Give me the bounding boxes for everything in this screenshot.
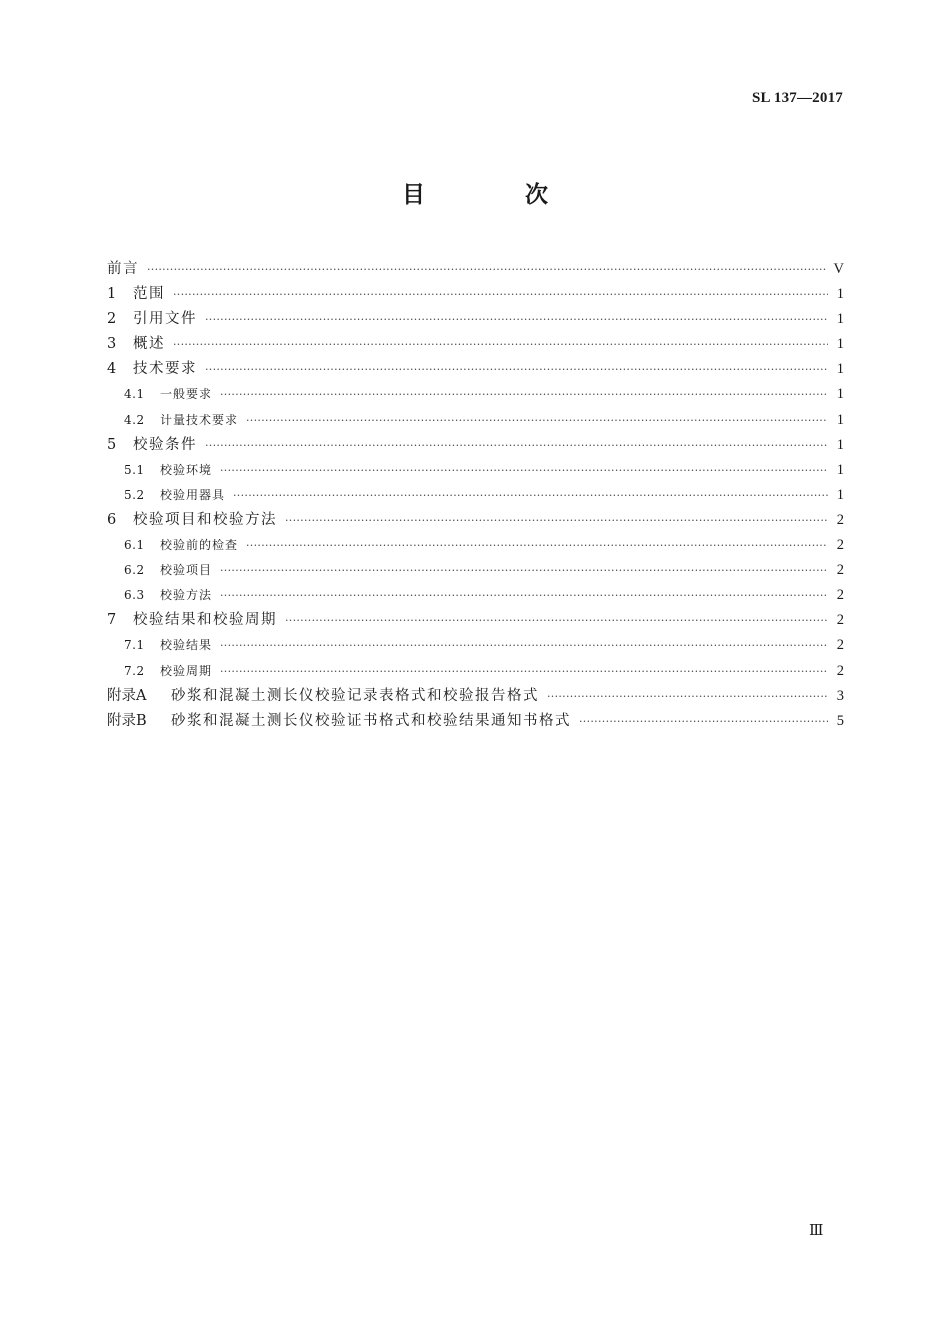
table-of-contents [107,257,844,734]
toc-dot-leader [220,458,828,483]
document-code: SL 137—2017 [752,90,843,106]
toc-dot-leader [220,558,828,583]
toc-entry-number: 1 [107,286,117,303]
page-number: Ⅲ [809,1223,824,1239]
toc-entry-number: 6.2 [124,563,145,578]
toc-dot-leader [205,307,828,332]
toc-entry-number: 5.2 [124,487,145,502]
toc-entry[interactable] [107,659,844,684]
toc-entry-page: 1 [836,461,844,478]
toc-entry-page: 2 [836,662,844,679]
toc-heading: 目 次 [401,181,594,208]
toc-entry-page: 1 [836,486,844,503]
toc-entry-page: 2 [836,637,844,654]
toc-dot-leader [285,608,828,633]
toc-entry-label: 范围 [133,286,165,303]
toc-entry[interactable] [107,583,844,608]
toc-entry-number: 3 [107,336,117,353]
toc-entry-page: 2 [836,562,844,579]
toc-entry-label: 校验结果 [160,638,213,653]
toc-entry-label: 校验项目 [160,563,213,578]
toc-entry-page: 1 [836,311,844,328]
toc-entry-number: 7.1 [124,638,145,653]
toc-entry[interactable] [107,608,844,633]
toc-entry-page: 1 [836,411,844,428]
toc-dot-leader [547,684,828,709]
toc-entry-page: 1 [836,336,844,353]
toc-dot-leader [147,257,826,282]
toc-dot-leader [246,408,828,433]
toc-entry-number: 7 [107,612,117,629]
toc-entry-page: 2 [836,537,844,554]
toc-dot-leader [205,357,828,382]
toc-entry-page: 1 [836,386,844,403]
toc-entry[interactable] [107,332,844,357]
toc-entry-label: 一般要求 [160,387,213,402]
toc-entry-number: 附录A [107,687,147,704]
toc-entry[interactable] [107,257,844,282]
toc-dot-leader [205,433,828,458]
toc-entry-label: 校验条件 [133,436,197,453]
toc-dot-leader [173,332,828,357]
toc-dot-leader [220,382,828,407]
toc-entry-number: 5 [107,436,117,453]
toc-dot-leader [285,508,828,533]
toc-entry-page: 2 [836,587,844,604]
toc-entry[interactable] [107,408,844,433]
toc-entry-label: 校验方法 [160,588,213,603]
toc-entry-number: 7.2 [124,663,145,678]
toc-entry-label: 砂浆和混凝土测长仪校验记录表格式和校验报告格式 [171,687,539,704]
toc-entry[interactable] [107,633,844,658]
toc-entry[interactable] [107,709,844,734]
toc-entry-number: 4 [107,361,117,378]
toc-entry-label: 砂浆和混凝土测长仪校验证书格式和校验结果通知书格式 [171,712,571,729]
toc-entry-number: 4.1 [124,387,145,402]
toc-entry-number: 5.1 [124,462,145,477]
toc-entry[interactable] [107,558,844,583]
toc-entry-page: 3 [836,687,844,704]
toc-entry-page: 1 [836,286,844,303]
toc-entry-label: 校验项目和校验方法 [133,511,277,528]
toc-entry[interactable] [107,458,844,483]
toc-entry[interactable] [107,684,844,709]
toc-entry-label: 校验环境 [160,462,213,477]
toc-entry[interactable] [107,282,844,307]
toc-entry-number: 6 [107,511,117,528]
toc-entry-number: 4.2 [124,412,145,427]
toc-dot-leader [173,282,828,307]
toc-entry-label: 概述 [133,336,165,353]
toc-entry[interactable] [107,508,844,533]
toc-entry-number: 6.1 [124,538,145,553]
toc-entry-number: 6.3 [124,588,145,603]
toc-entry-label: 校验结果和校验周期 [133,612,277,629]
toc-entry[interactable] [107,483,844,508]
toc-entry-label: 计量技术要求 [160,412,239,427]
toc-entry-page: 2 [836,612,844,629]
toc-entry-number: 2 [107,311,117,328]
toc-entry-label: 前言 [107,261,139,277]
toc-entry-page: 5 [836,712,844,729]
toc-entry-label: 校验前的检查 [160,538,239,553]
toc-entry-number: 附录B [107,712,147,729]
toc-entry-page: 2 [836,511,844,528]
toc-entry-page: V [833,261,844,277]
toc-entry-page: 1 [836,436,844,453]
toc-entry-label: 校验周期 [160,663,213,678]
toc-entry[interactable] [107,357,844,382]
toc-entry-label: 引用文件 [133,311,197,328]
toc-entry-label: 校验用器具 [160,487,226,502]
toc-entry[interactable] [107,533,844,558]
toc-dot-leader [233,483,828,508]
toc-dot-leader [246,533,828,558]
toc-dot-leader [579,709,828,734]
toc-dot-leader [220,583,828,608]
toc-dot-leader [220,659,828,684]
toc-entry[interactable] [107,307,844,332]
toc-entry-label: 技术要求 [133,361,197,378]
toc-entry-page: 1 [836,361,844,378]
toc-entry[interactable] [107,433,844,458]
toc-dot-leader [220,633,828,658]
toc-entry[interactable] [107,382,844,407]
